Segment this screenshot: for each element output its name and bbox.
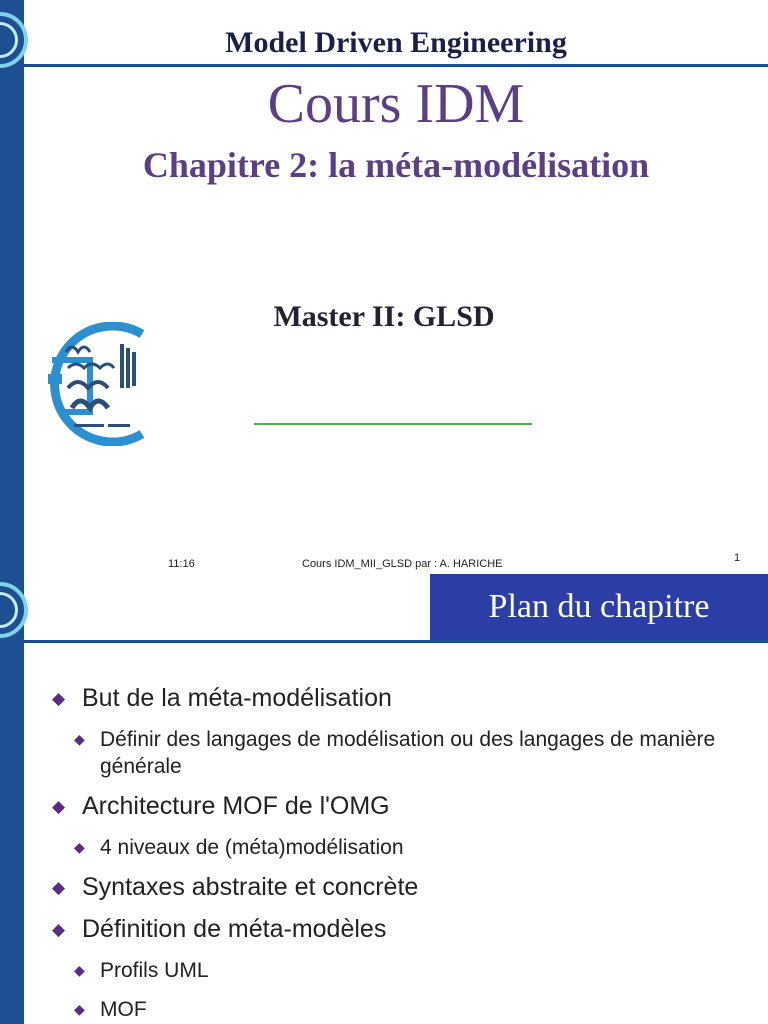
outline-subitem	[74, 957, 748, 984]
outline-list	[52, 684, 748, 1024]
footer-time: 11:16	[168, 558, 195, 570]
outline-item-text: Définir des langages de modélisation ou des langages de manière générale	[100, 728, 716, 778]
slide-2	[0, 574, 768, 1024]
outline-item	[52, 873, 748, 903]
diamond-bullet-icon: ◆	[52, 920, 66, 939]
diamond-bullet-icon: ◆	[52, 797, 66, 816]
outline-item-text: Définition de méta-modèles	[82, 915, 387, 943]
outline-subitem	[74, 726, 748, 780]
header-rule	[24, 64, 768, 67]
university-logo	[38, 322, 160, 446]
footer-course-info: Cours IDM_MII_GLSD par : A. HARICHE	[302, 558, 503, 570]
outline-item-text: Profils UML	[100, 959, 209, 982]
outline-item	[52, 684, 748, 714]
outline-item-text: 4 niveaux de (méta)modélisation	[100, 836, 404, 859]
course-title: Cours IDM	[267, 73, 525, 135]
header-title: Model Driven Engineering	[225, 26, 567, 59]
outline-item	[52, 915, 748, 945]
slide-left-band	[0, 574, 24, 1024]
diamond-bullet-icon: ◆	[74, 731, 85, 747]
outline-item	[52, 792, 748, 822]
diamond-bullet-icon: ◆	[52, 878, 66, 897]
program-title: Master II: GLSD	[273, 300, 495, 333]
outline-item-text: MOF	[100, 998, 147, 1021]
diamond-bullet-icon: ◆	[74, 839, 85, 855]
header-rule	[24, 640, 768, 643]
outline-item-text: Architecture MOF de l'OMG	[82, 792, 390, 820]
chapter-title: Chapitre 2: la méta-modélisation	[142, 145, 650, 185]
outline-subitem	[74, 996, 748, 1023]
diamond-bullet-icon: ◆	[52, 689, 66, 708]
outline-item-text: Syntaxes abstraite et concrète	[82, 873, 419, 901]
outline-item-text: But de la méta-modélisation	[82, 684, 392, 712]
green-rule	[254, 423, 532, 425]
diamond-bullet-icon: ◆	[74, 1001, 85, 1017]
outline-subitem	[74, 834, 748, 861]
diamond-bullet-icon: ◆	[74, 962, 85, 978]
footer-page-number: 1	[734, 552, 741, 564]
slide-title: Plan du chapitre	[430, 574, 768, 640]
slide-left-band	[0, 0, 24, 574]
